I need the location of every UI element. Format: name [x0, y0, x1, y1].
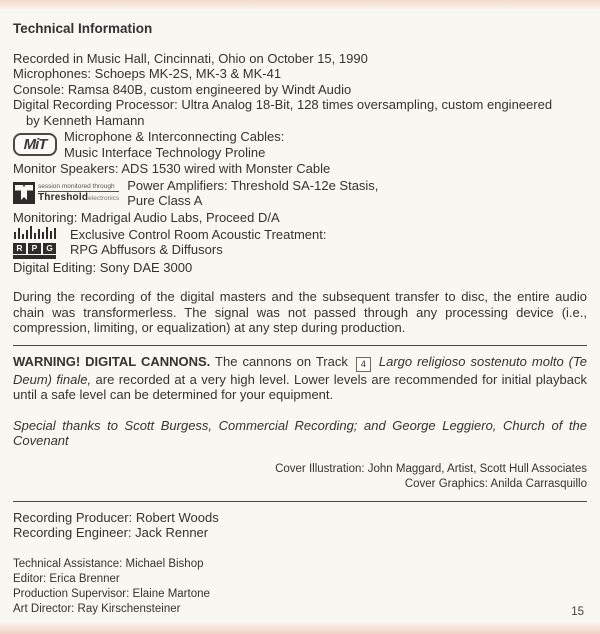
- threshold-row: [13, 178, 587, 209]
- warning-movement-title: Largo religioso sostenuto molto (Te Deum) finale,: [13, 353, 587, 387]
- rpg-letter-p: P: [28, 243, 41, 254]
- divider-1: [13, 345, 587, 346]
- divider-2: [13, 501, 587, 502]
- editor-credit: Editor: Erica Brenner: [13, 572, 120, 585]
- scan-edge-bottom: [0, 622, 600, 634]
- tech-line-digital-editing: Digital Editing: Sony DAE 3000: [13, 259, 193, 275]
- mit-logo-text: MiT: [23, 135, 47, 153]
- tech-line-monitor-speakers: Monitor Speakers: ADS 1530 wired with Monster Cable: [13, 161, 331, 176]
- rpg-text: [70, 227, 587, 258]
- cover-graphics-credit: Cover Graphics: Anilda Carrasquillo: [404, 477, 587, 490]
- rpg-line-2: RPG Abffusors & Diffusors: [70, 242, 223, 258]
- cover-credits: [13, 462, 587, 492]
- tech-line-recorded: Recorded in Music Hall, Cincinnati, Ohio on October 15, 1990: [13, 50, 368, 66]
- recording-producer-credit: Recording Producer: Robert Woods: [13, 509, 219, 525]
- art-director-credit: Art Director: Ray Kirschensteiner: [13, 602, 181, 615]
- mit-line-2: Music Interface Technology Proline: [64, 144, 266, 160]
- rpg-logo: [13, 226, 61, 259]
- tech-line-microphones: Microphones: Schoeps MK-2S, MK-3 & MK-41: [13, 66, 282, 81]
- mit-text: [64, 129, 587, 160]
- threshold-logo: [13, 182, 119, 204]
- rpg-row: [13, 226, 587, 259]
- page-number: 15: [571, 606, 584, 618]
- production-supervisor-credit: Production Supervisor: Elaine Martone: [13, 587, 210, 600]
- threshold-brand-suffix: electronics: [88, 194, 120, 202]
- cover-illustration-credit: Cover Illustration: John Maggard, Artist, Scott Hull Associates: [275, 462, 587, 475]
- page-title: Technical Information: [13, 21, 153, 36]
- small-credits: [13, 557, 587, 617]
- warning-pre-track: The cannons on Track: [210, 353, 348, 369]
- drp-line-2: by Kenneth Hamann: [26, 112, 145, 128]
- recording-engineer-credit: Recording Engineer: Jack Renner: [13, 525, 209, 540]
- tech-line-digital-recording-processor: [13, 97, 587, 128]
- threshold-logo-text: [38, 183, 119, 204]
- threshold-line-2: Pure Class A: [127, 193, 203, 208]
- rpg-letter-boxes: [13, 243, 61, 254]
- technical-assistance-credit: Technical Assistance: Michael Bishop: [13, 557, 204, 570]
- threshold-tagline: session monitored through: [38, 183, 119, 192]
- mit-line-1: Microphone & Interconnecting Cables:: [64, 129, 285, 144]
- rpg-band: [13, 255, 56, 259]
- audio-chain-paragraph: During the recording of the digital masters and the subsequent transfer to disc, the entire audio chain was transformerless. The signal was not passed through any processing device (i.e., compression, limiting, or equalization) at any step during production.: [13, 289, 587, 335]
- rpg-skyline-icon: [13, 226, 59, 239]
- track-number-box: 4: [356, 357, 371, 372]
- threshold-t-icon: [13, 182, 35, 204]
- warning-rest: are recorded at a very high level. Lower levels are recommended for initial playback until a safe level can be determined for your equipment.: [13, 371, 588, 402]
- threshold-line-1: Power Amplifiers: Threshold SA-12e Stasis,: [127, 177, 379, 193]
- mit-row: [13, 129, 587, 160]
- drp-line-1: Digital Recording Processor: Ultra Analog 18-Bit, 128 times oversampling, custom engineered: [13, 97, 553, 112]
- threshold-brandline: [38, 192, 119, 204]
- special-thanks: Special thanks to Scott Burgess, Commercial Recording; and George Leggiero, Church of the Covenant: [13, 417, 587, 448]
- mit-logo: [13, 133, 57, 156]
- main-credits: [13, 510, 587, 541]
- rpg-letter-r: R: [13, 243, 26, 254]
- threshold-text: [127, 178, 587, 209]
- warning-heading: WARNING! DIGITAL CANNONS.: [13, 353, 211, 369]
- warning-paragraph: [13, 354, 587, 403]
- tech-line-console: Console: Ramsa 840B, custom engineered by Windt Audio: [13, 81, 352, 97]
- rpg-letter-g: G: [43, 243, 56, 254]
- tech-line-monitoring: Monitoring: Madrigal Audio Labs, Proceed D/A: [13, 209, 280, 225]
- threshold-brand: Threshold: [38, 191, 89, 203]
- rpg-line-1: Exclusive Control Room Acoustic Treatment:: [70, 226, 327, 242]
